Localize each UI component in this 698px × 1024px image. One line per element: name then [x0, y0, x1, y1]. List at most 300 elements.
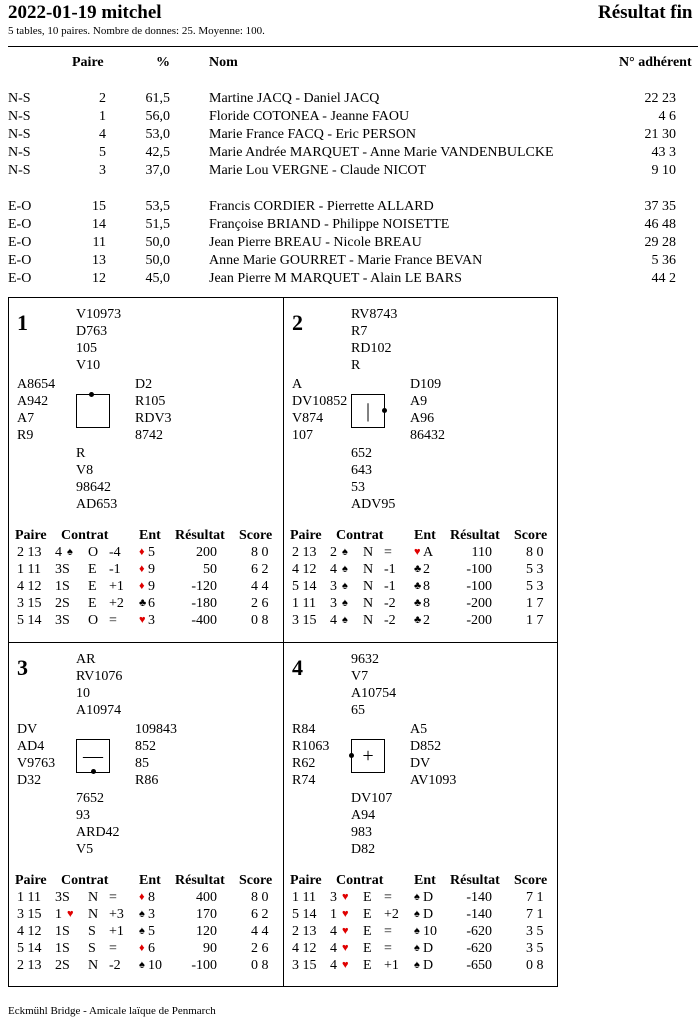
tricks: +1	[109, 924, 124, 939]
score: 1 7	[526, 596, 544, 611]
west-hand-suit: DV10852	[292, 394, 348, 409]
lead-suit: ♠	[414, 891, 420, 903]
deal-1	[9, 298, 283, 642]
score: 7 1	[526, 907, 544, 922]
percentage: 61,5	[145, 91, 170, 106]
result-value: 170	[196, 907, 217, 922]
lead-suit: ♠	[414, 908, 420, 920]
lead-card: 8	[423, 596, 430, 611]
ranking-row	[0, 271, 698, 289]
contract-suit: ♥	[342, 891, 349, 903]
contract-level: 3S	[55, 562, 70, 577]
score: 8 0	[251, 890, 269, 905]
pair-names: Marie France FACQ - Eric PERSON	[209, 127, 416, 142]
contract-suit: ♠	[342, 563, 348, 575]
declarer: N	[363, 613, 374, 628]
score: 1 7	[526, 613, 544, 628]
west-hand-suit: R74	[292, 773, 316, 788]
dealer-marker	[91, 769, 96, 774]
south-hand-suit: 98642	[76, 480, 111, 495]
score: 7 1	[526, 890, 544, 905]
lead-suit: ♠	[414, 959, 420, 971]
result-value: -140	[466, 907, 492, 922]
member-numbers: 9 10	[651, 163, 676, 178]
result-row	[284, 579, 558, 596]
contract-level: 1S	[55, 924, 70, 939]
deal-number: 4	[292, 655, 303, 680]
declarer: N	[363, 579, 374, 594]
result-value: -140	[466, 890, 492, 905]
south-hand-suit: ADV95	[351, 497, 396, 512]
vulnerability-symbol: |	[365, 400, 370, 422]
east-hand-suit: 85	[135, 756, 149, 771]
pair-number: 15	[92, 199, 106, 214]
result-pair: 1 11	[292, 596, 316, 611]
declarer: N	[88, 890, 99, 905]
result-value: -650	[466, 958, 492, 973]
north-hand-suit: V7	[351, 669, 369, 684]
score: 6 2	[251, 562, 269, 577]
dealer-marker	[89, 392, 94, 397]
result-pair: 2 13	[292, 545, 317, 560]
contract-level: 4	[330, 924, 337, 939]
pair-number: 12	[92, 271, 106, 286]
contract-level: 4	[55, 545, 62, 560]
west-hand-suit: A8654	[17, 377, 56, 392]
tricks: +3	[109, 907, 124, 922]
south-hand-suit: 53	[351, 480, 365, 495]
ranking-row	[0, 163, 698, 181]
member-numbers: 44 2	[651, 271, 676, 286]
lead-suit: ♦	[139, 546, 145, 558]
tricks: -2	[384, 596, 396, 611]
lead-card: 9	[148, 579, 155, 594]
south-hand-suit: 652	[351, 446, 372, 461]
contract-suit: ♥	[342, 942, 349, 954]
east-hand-suit: A5	[410, 722, 428, 737]
east-hand-suit: D2	[135, 377, 153, 392]
west-hand-suit: DV	[17, 722, 38, 737]
west-hand-suit: R84	[292, 722, 316, 737]
east-hand-suit: A96	[410, 411, 435, 426]
result-pair: 5 14	[292, 907, 317, 922]
result-pair: 4 12	[17, 924, 42, 939]
result-row	[9, 596, 283, 613]
header-divider	[8, 46, 698, 47]
lead-suit: ♠	[139, 925, 145, 937]
lead-suit: ♦	[139, 891, 145, 903]
declarer: N	[88, 907, 99, 922]
score: 0 8	[251, 958, 269, 973]
contract-suit: ♥	[342, 959, 349, 971]
ranking-row	[0, 109, 698, 127]
west-hand-suit: V9763	[17, 756, 56, 771]
tricks: +1	[109, 579, 124, 594]
lead-card: 6	[148, 596, 155, 611]
lead-suit: ♣	[414, 597, 422, 609]
north-hand-suit: A10974	[76, 703, 122, 718]
lead-card: 9	[148, 562, 155, 577]
percentage: 50,0	[145, 253, 170, 268]
west-hand-suit: R9	[17, 428, 34, 443]
result-row	[9, 941, 283, 958]
result-row	[284, 545, 558, 562]
result-pair: 5 14	[292, 579, 317, 594]
result-row	[284, 924, 558, 941]
south-hand-suit: 7652	[76, 791, 104, 806]
pair-names: Francis CORDIER - Pierrette ALLARD	[209, 199, 434, 214]
direction: N-S	[8, 127, 31, 142]
lead-card: 10	[148, 958, 162, 973]
pair-number: 13	[92, 253, 106, 268]
west-hand-suit: D32	[17, 773, 42, 788]
south-hand-suit: D82	[351, 842, 376, 857]
declarer: E	[363, 890, 372, 905]
results-header-pair: Paire	[15, 873, 47, 888]
north-hand-suit: 105	[76, 341, 97, 356]
result-value: -100	[191, 958, 217, 973]
lead-card: 10	[423, 924, 437, 939]
result-value: -100	[466, 562, 492, 577]
results-header-lead: Ent	[139, 528, 161, 543]
pair-number: 1	[99, 109, 106, 124]
pair-names: Marie Andrée MARQUET - Anne Marie VANDENBULCKE	[209, 145, 554, 160]
pair-names: Jean Pierre BREAU - Nicole BREAU	[209, 235, 422, 250]
east-hand-suit: RDV3	[135, 411, 172, 426]
results-header-score: Score	[239, 528, 273, 543]
direction: E-O	[8, 271, 32, 286]
result-pair: 5 14	[17, 613, 42, 628]
contract-level: 2S	[55, 958, 70, 973]
dealer-vulnerability-box	[76, 394, 110, 428]
results-header-score: Score	[514, 873, 548, 888]
lead-card: D	[423, 890, 434, 905]
south-hand-suit: R	[76, 446, 86, 461]
lead-suit: ♣	[414, 614, 422, 626]
declarer: N	[363, 562, 374, 577]
result-row	[9, 545, 283, 562]
lead-suit: ♣	[139, 597, 147, 609]
score: 3 5	[526, 941, 544, 956]
contract-level: 3S	[55, 613, 70, 628]
south-hand-suit: ARD42	[76, 825, 120, 840]
result-pair: 1 11	[17, 562, 41, 577]
east-hand-suit: DV	[410, 756, 431, 771]
result-row	[9, 958, 283, 975]
result-value: -200	[466, 613, 492, 628]
pair-names: Françoise BRIAND - Philippe NOISETTE	[209, 217, 450, 232]
member-numbers: 21 30	[644, 127, 676, 142]
deal-3	[9, 643, 283, 987]
score: 8 0	[526, 545, 544, 560]
tricks: =	[384, 941, 392, 956]
contract-level: 2	[330, 545, 337, 560]
score: 8 0	[251, 545, 269, 560]
result-value: -200	[466, 596, 492, 611]
member-numbers: 46 48	[644, 217, 676, 232]
ranking-row	[0, 217, 698, 235]
vulnerability-symbol: —	[83, 745, 103, 767]
lead-card: D	[423, 907, 434, 922]
pair-names: Anne Marie GOURRET - Marie France BEVAN	[209, 253, 483, 268]
contract-suit: ♥	[342, 925, 349, 937]
percentage: 50,0	[145, 235, 170, 250]
score: 6 2	[251, 907, 269, 922]
east-hand-suit: 8742	[135, 428, 163, 443]
north-hand-suit: R	[351, 358, 361, 373]
footer: Eckmühl Bridge - Amicale laïque de Penmarch	[8, 1005, 216, 1017]
pair-number: 11	[92, 235, 106, 250]
north-hand-suit: V10973	[76, 307, 122, 322]
contract-suit: ♠	[342, 580, 348, 592]
result-row	[9, 579, 283, 596]
contract-level: 2S	[55, 596, 70, 611]
result-row	[9, 907, 283, 924]
direction: N-S	[8, 91, 31, 106]
east-hand-suit: R86	[135, 773, 159, 788]
tricks: -2	[109, 958, 121, 973]
declarer: E	[363, 907, 372, 922]
west-hand-suit: A7	[17, 411, 35, 426]
lead-suit: ♦	[139, 942, 145, 954]
deal-number: 1	[17, 310, 28, 335]
contract-suit: ♠	[342, 597, 348, 609]
percentage: 51,5	[145, 217, 170, 232]
pair-number: 14	[92, 217, 106, 232]
south-hand-suit: V8	[76, 463, 94, 478]
east-hand-suit: AV1093	[410, 773, 457, 788]
contract-level: 1S	[55, 941, 70, 956]
north-hand-suit: RD102	[351, 341, 392, 356]
result-row	[284, 613, 558, 630]
result-value: -400	[191, 613, 217, 628]
ranking-row	[0, 91, 698, 109]
results-header-lead: Ent	[414, 528, 436, 543]
contract-suit: ♠	[67, 546, 73, 558]
percentage: 53,0	[145, 127, 170, 142]
tricks: =	[384, 890, 392, 905]
south-hand-suit: A94	[351, 808, 376, 823]
result-pair: 2 13	[292, 924, 317, 939]
pair-number: 5	[99, 145, 106, 160]
results-header-lead: Ent	[139, 873, 161, 888]
result-row	[9, 924, 283, 941]
member-numbers: 5 36	[651, 253, 676, 268]
contract-suit: ♠	[342, 614, 348, 626]
pair-number: 3	[99, 163, 106, 178]
direction: E-O	[8, 235, 32, 250]
tricks: +2	[109, 596, 124, 611]
east-hand-suit: D852	[410, 739, 442, 754]
ranking-row	[0, 235, 698, 253]
west-hand-suit: 107	[292, 428, 313, 443]
direction: N-S	[8, 109, 31, 124]
contract-suit: ♥	[342, 908, 349, 920]
north-hand-suit: A10754	[351, 686, 397, 701]
tricks: =	[109, 613, 117, 628]
result-pair: 1 11	[292, 890, 316, 905]
member-numbers: 4 6	[658, 109, 676, 124]
results-header-score: Score	[239, 873, 273, 888]
north-hand-suit: 65	[351, 703, 365, 718]
results-header-pair: Paire	[290, 528, 322, 543]
pair-number: 4	[99, 127, 106, 142]
result-row	[284, 907, 558, 924]
score: 4 4	[251, 579, 269, 594]
results-header-result: Résultat	[450, 873, 500, 888]
south-hand-suit: V5	[76, 842, 94, 857]
result-value: 120	[196, 924, 217, 939]
declarer: O	[88, 545, 99, 560]
lead-suit: ♦	[139, 563, 145, 575]
ranking-row	[0, 145, 698, 163]
col-header-pair: Paire	[72, 55, 104, 70]
contract-level: 1S	[55, 579, 70, 594]
lead-card: 2	[423, 613, 430, 628]
declarer: E	[363, 924, 372, 939]
tricks: -1	[109, 562, 121, 577]
result-pair: 3 15	[17, 596, 42, 611]
west-hand-suit: AD4	[17, 739, 45, 754]
vulnerability-symbol: +	[362, 745, 374, 767]
deal-4	[284, 643, 558, 987]
deal-2	[284, 298, 558, 642]
score: 5 3	[526, 562, 544, 577]
declarer: E	[88, 579, 97, 594]
direction: N-S	[8, 163, 31, 178]
col-header-pct: %	[156, 55, 170, 70]
dealer-vulnerability-box	[76, 739, 110, 773]
lead-card: 2	[423, 562, 430, 577]
tricks: +1	[384, 958, 399, 973]
score: 0 8	[251, 613, 269, 628]
result-value: 200	[196, 545, 217, 560]
lead-card: 8	[148, 890, 155, 905]
contract-level: 3	[330, 890, 337, 905]
declarer: S	[88, 924, 96, 939]
direction: E-O	[8, 217, 32, 232]
result-row	[9, 613, 283, 630]
member-numbers: 37 35	[644, 199, 676, 214]
north-hand-suit: RV8743	[351, 307, 398, 322]
result-row	[284, 596, 558, 613]
lead-suit: ♥	[414, 546, 421, 558]
contract-suit: ♠	[342, 546, 348, 558]
member-numbers: 22 23	[644, 91, 676, 106]
contract-level: 4	[330, 613, 337, 628]
west-hand-suit: A942	[17, 394, 49, 409]
page-subtitle: 5 tables, 10 paires. Nombre de donnes: 25. Moyenne: 100.	[8, 25, 265, 37]
direction: N-S	[8, 145, 31, 160]
score: 4 4	[251, 924, 269, 939]
lead-suit: ♥	[139, 614, 146, 626]
result-pair: 2 13	[17, 545, 42, 560]
percentage: 56,0	[145, 109, 170, 124]
dealer-marker	[349, 753, 354, 758]
col-header-name: Nom	[209, 55, 238, 70]
results-header-result: Résultat	[175, 528, 225, 543]
pair-names: Martine JACQ - Daniel JACQ	[209, 91, 380, 106]
contract-level: 1	[330, 907, 337, 922]
contract-level: 3S	[55, 890, 70, 905]
result-value: 90	[203, 941, 217, 956]
east-hand-suit: 86432	[410, 428, 445, 443]
declarer: O	[88, 613, 99, 628]
lead-card: D	[423, 958, 434, 973]
declarer: E	[363, 958, 372, 973]
pair-number: 2	[99, 91, 106, 106]
lead-card: 8	[423, 579, 430, 594]
contract-level: 4	[330, 562, 337, 577]
result-row	[9, 562, 283, 579]
contract-level: 1	[55, 907, 62, 922]
result-row	[284, 890, 558, 907]
score: 2 6	[251, 941, 269, 956]
result-pair: 3 15	[292, 613, 317, 628]
results-header-score: Score	[514, 528, 548, 543]
member-numbers: 43 3	[651, 145, 676, 160]
result-pair: 4 12	[292, 562, 317, 577]
south-hand-suit: 983	[351, 825, 372, 840]
result-pair: 4 12	[292, 941, 317, 956]
lead-suit: ♠	[414, 942, 420, 954]
result-value: -180	[191, 596, 217, 611]
lead-card: 5	[148, 545, 155, 560]
result-pair: 1 11	[17, 890, 41, 905]
tricks: =	[109, 941, 117, 956]
tricks: -1	[384, 562, 396, 577]
result-pair: 5 14	[17, 941, 42, 956]
west-hand-suit: R1063	[292, 739, 330, 754]
results-header-lead: Ent	[414, 873, 436, 888]
west-hand-suit: V874	[292, 411, 324, 426]
east-hand-suit: A9	[410, 394, 428, 409]
north-hand-suit: RV1076	[76, 669, 123, 684]
contract-level: 4	[330, 958, 337, 973]
lead-suit: ♦	[139, 580, 145, 592]
lead-suit: ♠	[139, 908, 145, 920]
pair-names: Jean Pierre M MARQUET - Alain LE BARS	[209, 271, 462, 286]
results-header-contract: Contrat	[61, 873, 109, 888]
north-hand-suit: 10	[76, 686, 90, 701]
score: 0 8	[526, 958, 544, 973]
pair-names: Marie Lou VERGNE - Claude NICOT	[209, 163, 427, 178]
direction: E-O	[8, 199, 32, 214]
result-value: -620	[466, 941, 492, 956]
result-pair: 3 15	[292, 958, 317, 973]
results-header-contract: Contrat	[61, 528, 109, 543]
dealer-marker	[382, 408, 387, 413]
score: 2 6	[251, 596, 269, 611]
lead-card: A	[423, 545, 434, 560]
north-hand-suit: 9632	[351, 652, 379, 667]
results-header-result: Résultat	[175, 873, 225, 888]
east-hand-suit: R105	[135, 394, 166, 409]
declarer: E	[363, 941, 372, 956]
results-header-pair: Paire	[290, 873, 322, 888]
percentage: 45,0	[145, 271, 170, 286]
south-hand-suit: 643	[351, 463, 372, 478]
result-pair: 2 13	[17, 958, 42, 973]
results-header-result: Résultat	[450, 528, 500, 543]
west-hand-suit: A	[292, 377, 303, 392]
deal-number: 3	[17, 655, 28, 680]
north-hand-suit: AR	[76, 652, 96, 667]
pair-names: Floride COTONEA - Jeanne FAOU	[209, 109, 410, 124]
lead-suit: ♠	[139, 959, 145, 971]
results-header-pair: Paire	[15, 528, 47, 543]
declarer: N	[363, 596, 374, 611]
